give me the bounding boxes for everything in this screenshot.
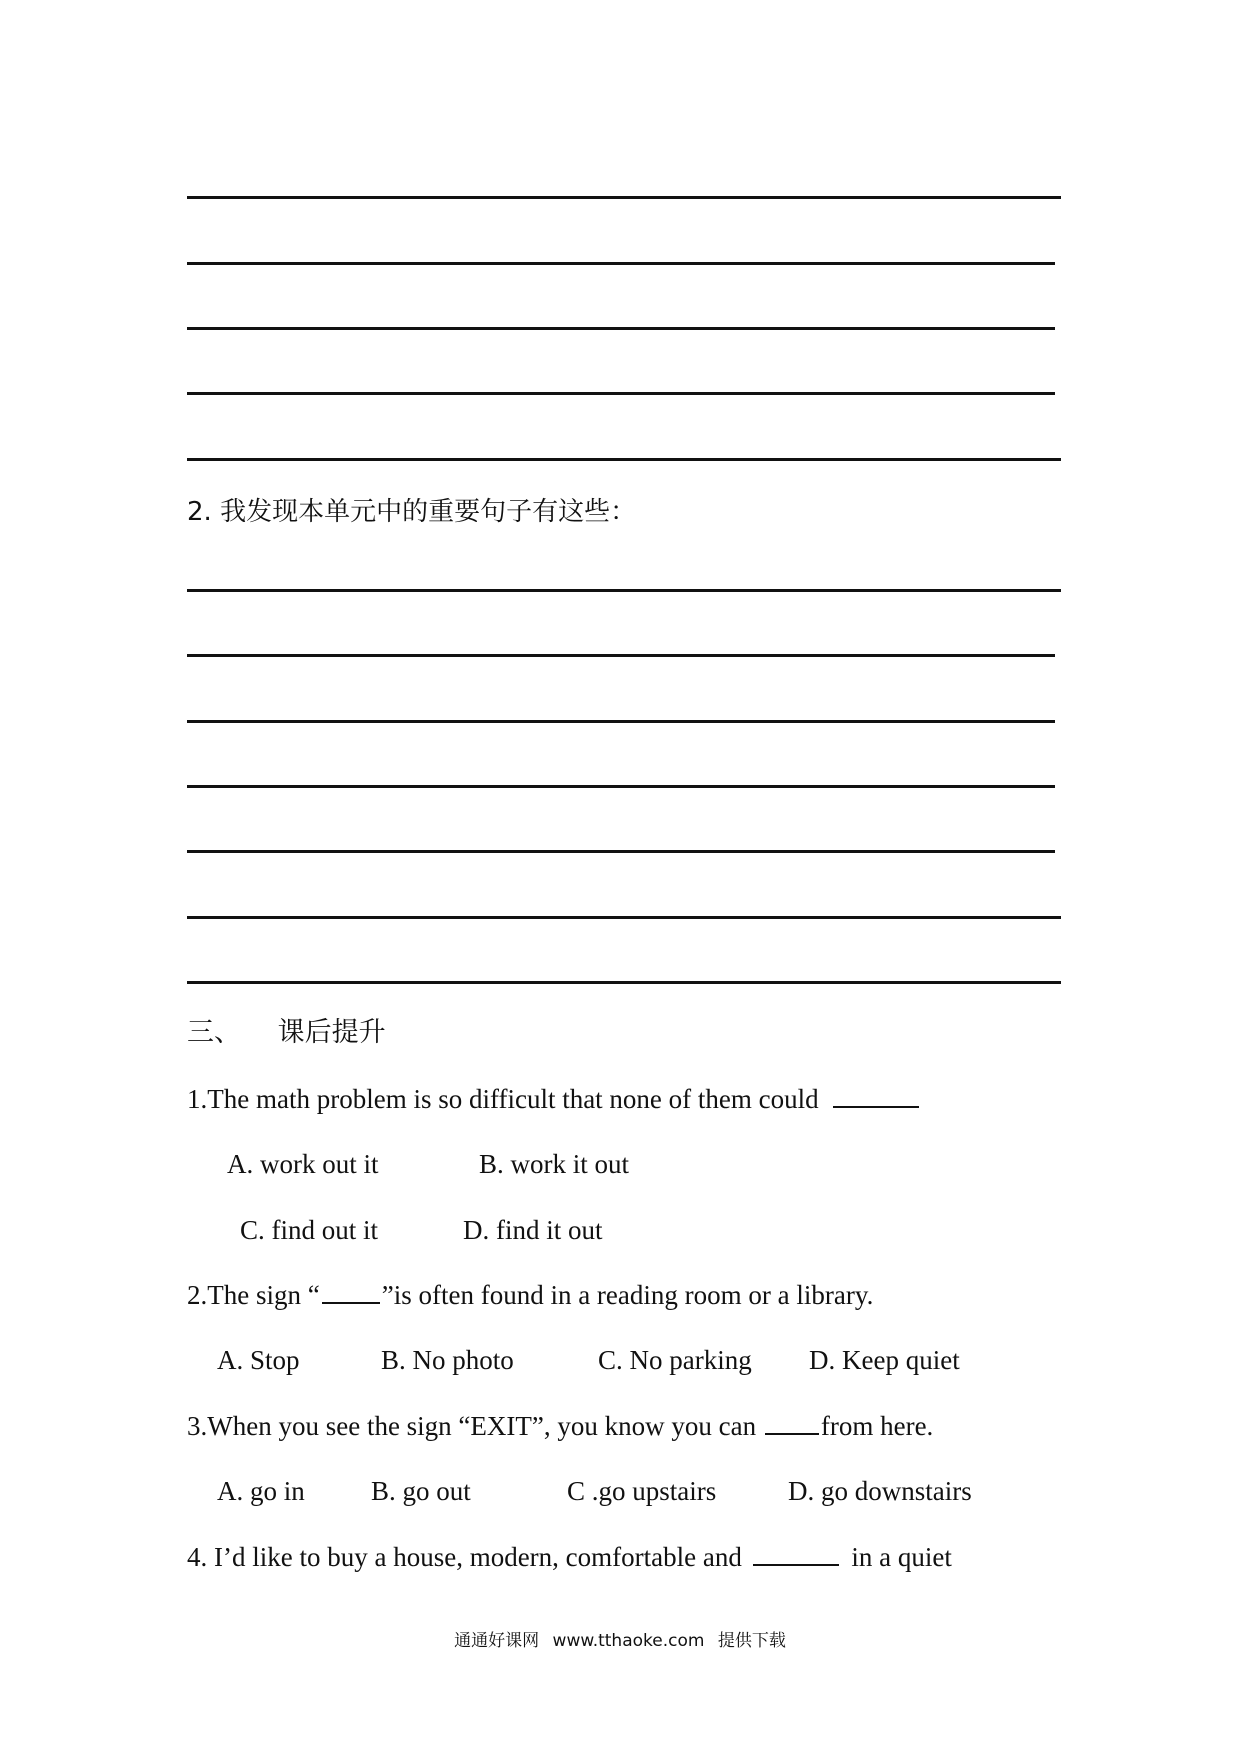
question-1-option-c[interactable]: C. find out it xyxy=(240,1215,379,1245)
writing-line[interactable] xyxy=(187,196,1061,199)
writing-line[interactable] xyxy=(187,850,1055,853)
answer-blank[interactable] xyxy=(833,1084,919,1108)
sentences-prompt: 2. 我发现本单元中的重要句子有这些： xyxy=(187,497,637,527)
question-text: 2.The sign “ xyxy=(187,1280,320,1310)
question-1-option-a[interactable]: A. work out it xyxy=(227,1149,379,1179)
writing-line[interactable] xyxy=(187,262,1055,265)
section-heading xyxy=(187,1017,386,1049)
question-3-stem xyxy=(187,1410,933,1442)
footer-suffix: 提供下载 xyxy=(717,1631,786,1651)
question-text: 4. I’d like to buy a house, modern, comfortable and xyxy=(187,1542,742,1572)
answer-blank[interactable] xyxy=(753,1542,839,1566)
question-text-cont: in a quiet xyxy=(851,1542,952,1572)
question-text-cont: from here. xyxy=(820,1411,934,1441)
question-text: 1.The math problem is so difficult that none of them could xyxy=(187,1084,819,1114)
question-text: 3.When you see the sign “EXIT”, you know you can xyxy=(187,1411,757,1441)
footer-site-name: 通通好课网 xyxy=(454,1631,540,1651)
writing-line[interactable] xyxy=(187,981,1061,984)
answer-blank[interactable] xyxy=(322,1280,380,1304)
footer-url[interactable]: www.tthaoke.com xyxy=(552,1631,705,1651)
page-footer xyxy=(0,1630,1240,1652)
question-1-option-d[interactable]: D. find it out xyxy=(463,1215,603,1245)
writing-line[interactable] xyxy=(187,720,1055,723)
question-2-option-b[interactable]: B. No photo xyxy=(381,1345,514,1375)
writing-line[interactable] xyxy=(187,589,1061,592)
writing-line[interactable] xyxy=(187,916,1061,919)
question-3-option-d[interactable]: D. go downstairs xyxy=(788,1476,972,1506)
question-2-option-c[interactable]: C. No parking xyxy=(598,1345,752,1375)
writing-line[interactable] xyxy=(187,392,1055,395)
answer-blank[interactable] xyxy=(765,1411,819,1435)
question-4-stem xyxy=(187,1541,952,1573)
question-3-option-a[interactable]: A. go in xyxy=(217,1476,305,1506)
writing-line[interactable] xyxy=(187,785,1055,788)
writing-line[interactable] xyxy=(187,327,1055,330)
section-title: 课后提升 xyxy=(277,1017,386,1048)
writing-line[interactable] xyxy=(187,654,1055,657)
question-1-option-b[interactable]: B. work it out xyxy=(479,1149,630,1179)
question-3-option-b[interactable]: B. go out xyxy=(371,1476,471,1506)
section-number: 三、 xyxy=(187,1017,241,1048)
question-2-option-a[interactable]: A. Stop xyxy=(217,1345,300,1375)
writing-line[interactable] xyxy=(187,458,1061,461)
question-text-cont: ”is often found in a reading room or a library. xyxy=(381,1280,874,1310)
question-2-option-d[interactable]: D. Keep quiet xyxy=(809,1345,960,1375)
question-2-stem xyxy=(187,1279,873,1311)
question-1-stem xyxy=(187,1083,921,1115)
question-3-option-c[interactable]: C .go upstairs xyxy=(567,1476,717,1506)
